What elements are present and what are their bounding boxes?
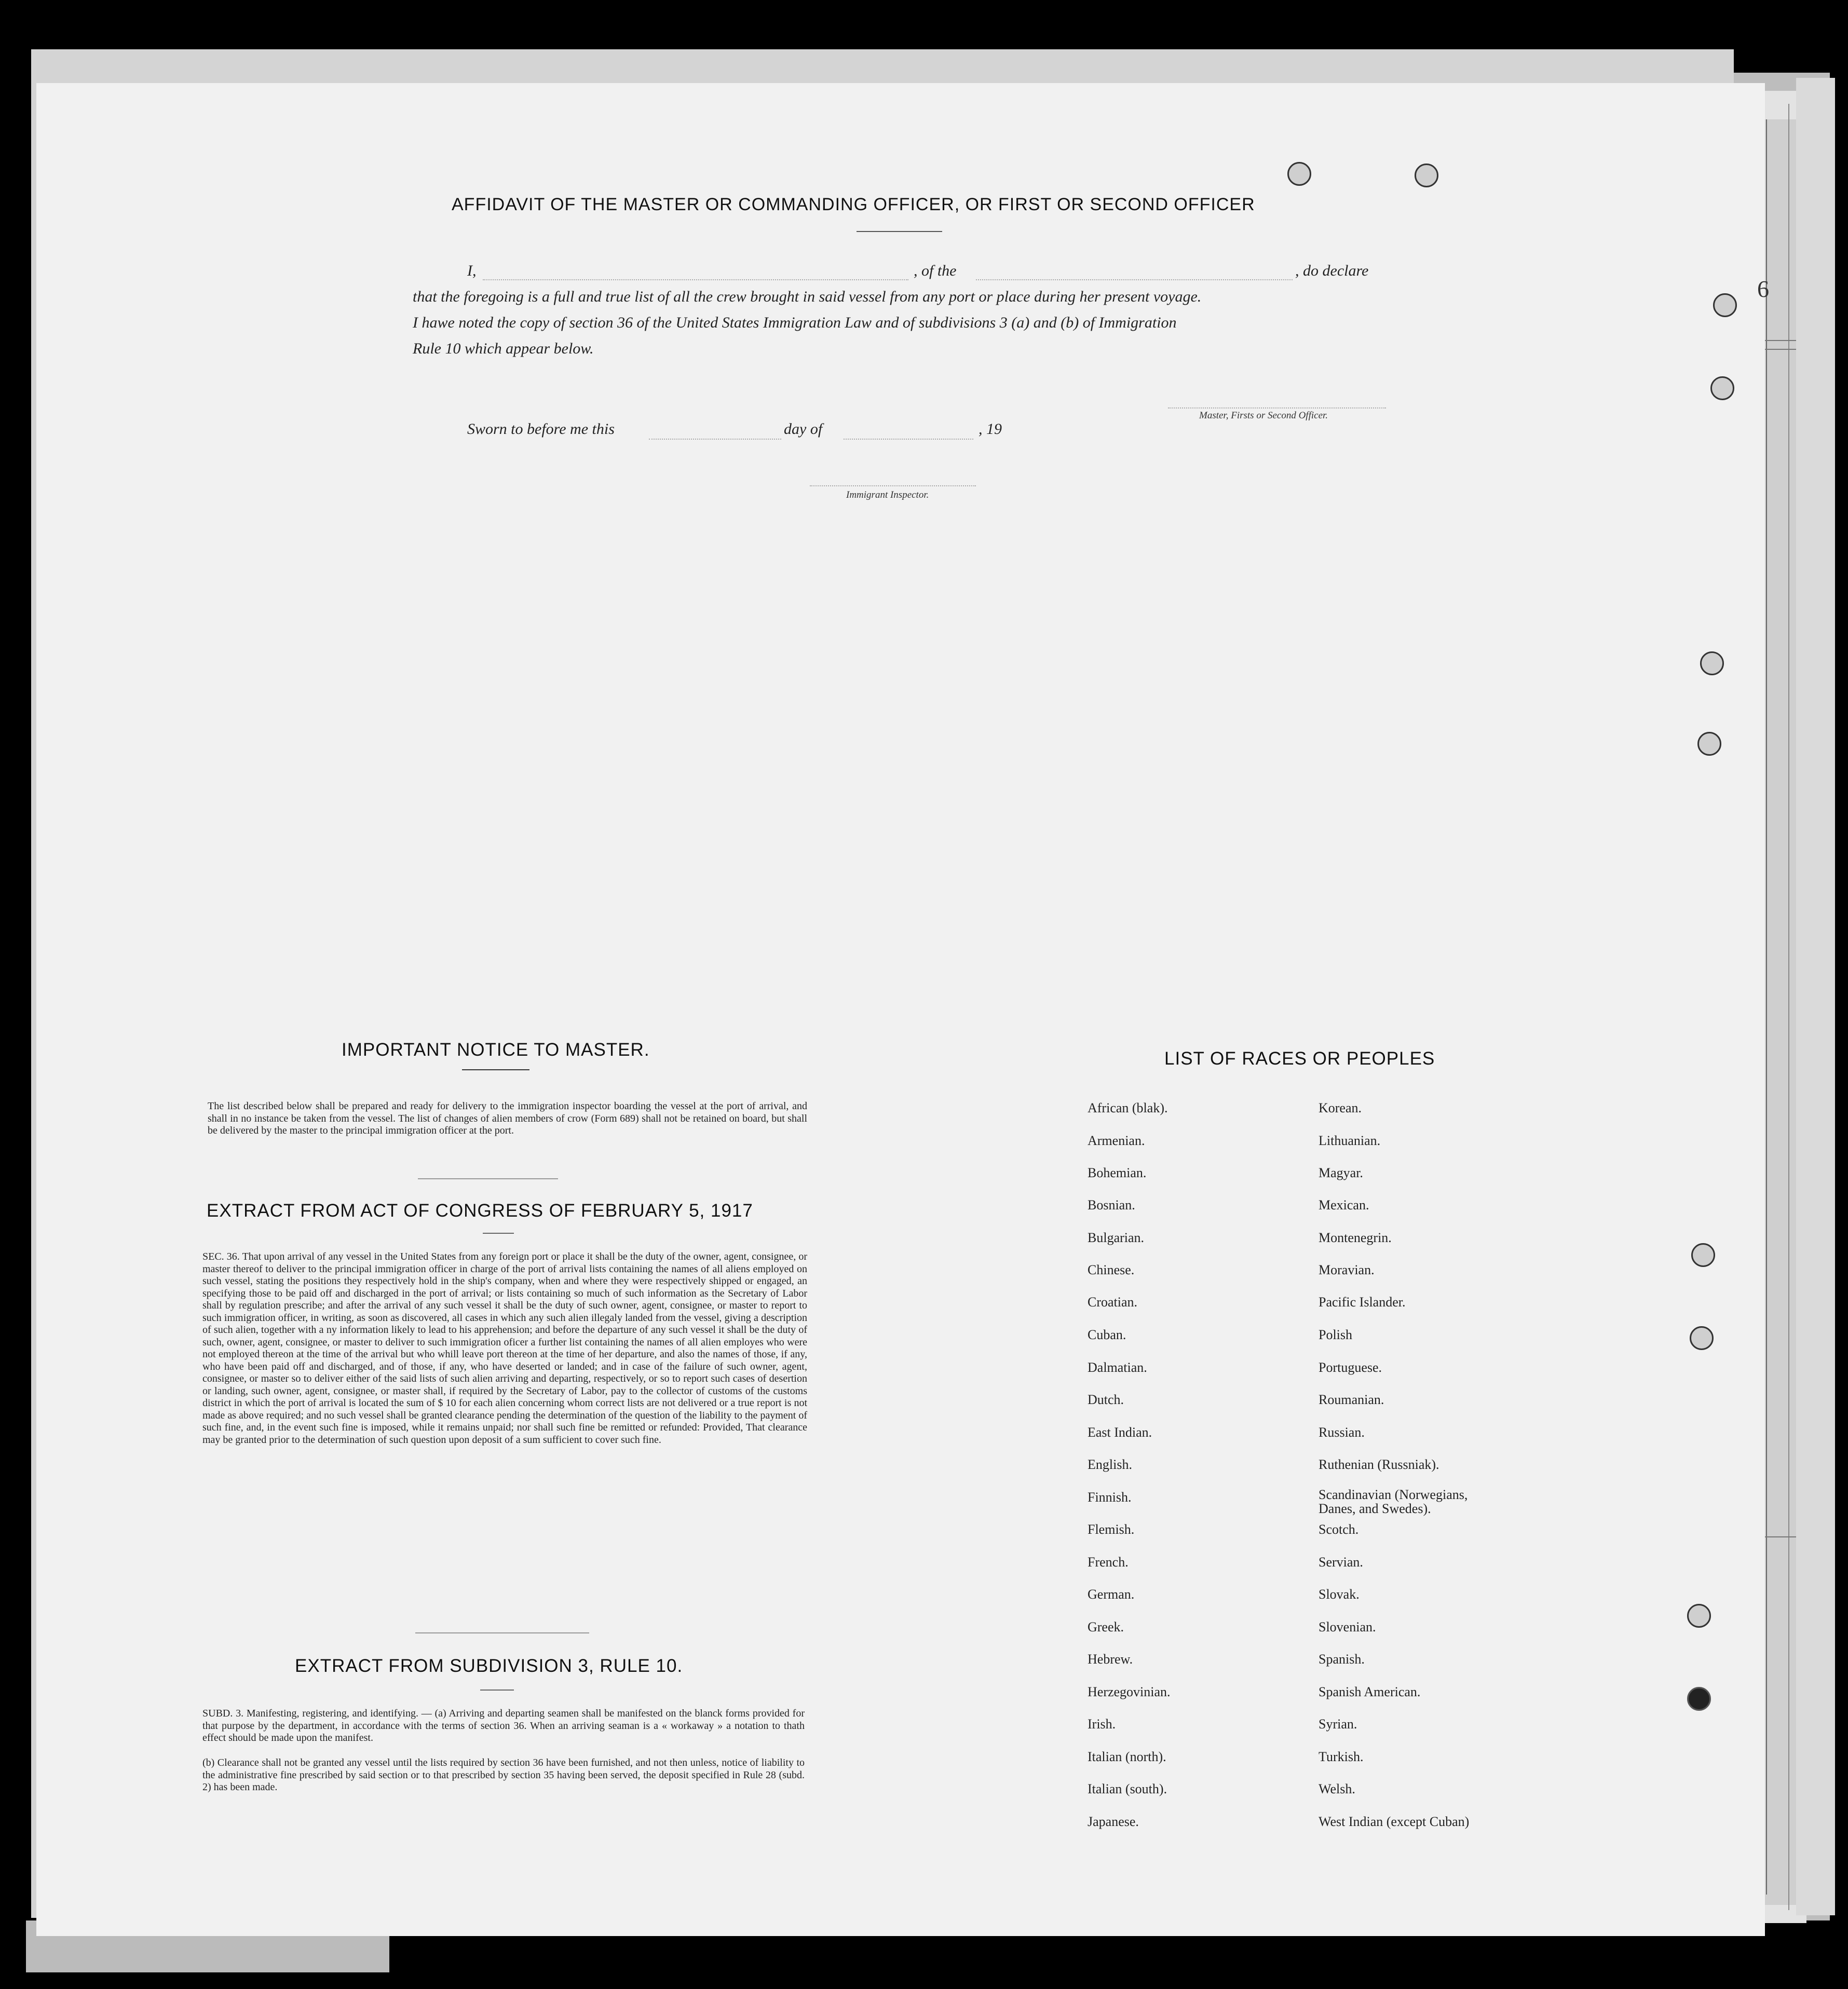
race-item: Polish	[1319, 1327, 1353, 1342]
race-item: Lithuanian.	[1319, 1133, 1381, 1148]
race-item: East Indian.	[1088, 1425, 1152, 1440]
edge-rule	[1765, 349, 1796, 350]
notice-title: IMPORTANT NOTICE TO MASTER.	[342, 1040, 650, 1060]
race-item: German.	[1088, 1587, 1135, 1602]
notice-text: The list described below shall be prepared and ready for delivery to the immigration inspector boarding the vessel at the port of arrival, and shall in no instance be taken from the vessel. The list of changes of alien members of crow (Form 689) shall not be retained on board, but shall be delivered by the master to the principal immigration officer at the port.	[208, 1100, 807, 1136]
affidavit-i: I,	[467, 262, 477, 279]
race-item: Danes, and Swedes).	[1319, 1501, 1431, 1516]
affidavit-line-2: that the foregoing is a full and true list of all the crew brought in said vessel from any port or place during her present voyage.	[413, 288, 1202, 305]
punch-hole	[1713, 293, 1737, 317]
rule-title: EXTRACT FROM SUBDIVISION 3, RULE 10.	[295, 1656, 683, 1676]
divider	[462, 1069, 529, 1070]
race-item: Herzegovinian.	[1088, 1684, 1171, 1699]
race-item: Montenegrin.	[1319, 1230, 1392, 1245]
divider	[480, 1690, 514, 1691]
page-edge-line	[1788, 104, 1789, 1910]
page-edge	[1765, 119, 1796, 1905]
divider	[483, 1233, 514, 1234]
race-item: Japanese.	[1088, 1814, 1139, 1829]
race-item: Hebrew.	[1088, 1652, 1133, 1667]
punch-hole	[1287, 162, 1311, 186]
race-item: Italian (south).	[1088, 1781, 1167, 1796]
race-item: Irish.	[1088, 1716, 1116, 1732]
punch-hole	[1687, 1687, 1711, 1711]
name-field[interactable]	[483, 279, 908, 280]
race-item: French.	[1088, 1555, 1129, 1570]
edge-rule	[1765, 340, 1796, 341]
punch-hole	[1710, 376, 1734, 400]
race-item: Italian (north).	[1088, 1749, 1166, 1764]
race-item: Bohemian.	[1088, 1165, 1147, 1180]
race-item: Mexican.	[1319, 1197, 1369, 1213]
race-item: Bosnian.	[1088, 1197, 1135, 1213]
race-item: Pacific Islander.	[1319, 1295, 1406, 1310]
act-title: EXTRACT FROM ACT OF CONGRESS OF FEBRUARY 5, 1917	[207, 1201, 753, 1221]
rule-text-b: (b) Clearance shall not be granted any vessel until the lists required by section 36 have been furnished, and not then unless, notice of liability to the administrative fine prescribed by said section or to that prescribed by section 35 having been served, the deposit specified in Rule 28 (subd. 2) has been made.	[202, 1757, 805, 1793]
affidavit-line-3: I hawe noted the copy of section 36 of the United States Immigration Law and of subdivisions 3 (a) and (b) of Immigration	[413, 314, 1177, 331]
affidavit-title: AFFIDAVIT OF THE MASTER OR COMMANDING OFFICER, OR FIRST OR SECOND OFFICER	[452, 195, 1255, 214]
race-item: Slovenian.	[1319, 1619, 1376, 1634]
punch-hole	[1697, 732, 1721, 756]
race-item: Finnish.	[1088, 1490, 1132, 1505]
race-item: Flemish.	[1088, 1522, 1135, 1537]
sworn-year: , 19	[979, 420, 1002, 438]
race-item: Cuban.	[1088, 1327, 1126, 1342]
race-item: Welsh.	[1319, 1781, 1355, 1796]
affidavit-declare: , do declare	[1295, 262, 1369, 279]
race-item: Roumanian.	[1319, 1392, 1384, 1407]
race-item: West Indian (except Cuban)	[1319, 1814, 1470, 1829]
race-item: Spanish American.	[1319, 1684, 1421, 1699]
race-item: Slovak.	[1319, 1587, 1360, 1602]
punch-hole	[1415, 164, 1438, 187]
race-item: Greek.	[1088, 1619, 1124, 1634]
master-label: Master, Firsts or Second Officer.	[1199, 410, 1328, 421]
sworn-text: Sworn to before me this	[467, 420, 615, 438]
race-item: Ruthenian (Russniak).	[1319, 1457, 1439, 1472]
race-item: Korean.	[1319, 1100, 1362, 1115]
punch-hole	[1700, 651, 1724, 675]
divider	[857, 231, 942, 232]
race-item: Bulgarian.	[1088, 1230, 1145, 1245]
race-item: Chinese.	[1088, 1262, 1135, 1277]
edge-rule	[1765, 1536, 1796, 1537]
edge-mark: 6	[1757, 276, 1769, 302]
race-item: Russian.	[1319, 1425, 1365, 1440]
sworn-month-field[interactable]	[844, 439, 973, 440]
race-item: Magyar.	[1319, 1165, 1363, 1180]
race-item: Scandinavian (Norwegians,	[1319, 1487, 1468, 1502]
affidavit-line-4: Rule 10 which appear below.	[413, 340, 594, 357]
race-item: Croatian.	[1088, 1295, 1138, 1310]
sworn-day-field[interactable]	[649, 439, 781, 440]
divider	[418, 1178, 558, 1179]
punch-hole	[1690, 1326, 1714, 1350]
vessel-field[interactable]	[976, 279, 1293, 280]
sworn-day-of: day of	[784, 420, 823, 438]
race-item: Portuguese.	[1319, 1360, 1382, 1375]
race-item: Servian.	[1319, 1555, 1363, 1570]
page-edge	[1796, 78, 1835, 1915]
act-text: SEC. 36. That upon arrival of any vessel in the United States from any foreign port or place it shall be the duty of the owner, agent, consignee, or master thereof to deliver to the principal immigration officer in charge of the port of arrival lists containing the names of all aliens employed on such vessel, stating the positions they respectively hold in the ship's company, when and where they were respectively shipped or engaged, an specifying those to be paid off and discharged in the port of arrival; or lists containing so much of such information as the Secretary of Labor shall by regulation prescribe; and after the arrival of any such vessel it shall be the duty of such owner, agent, consignee, or master to report to such immigration officer, in writing, as soon as discovered, all cases in which any such alien illegaly landed from the vessel, giving a description of such alien, together with a ny information likely to lead to his apprehension; and before the departure of any such vessel it shall be the duty of such, owner, agent, consignee, or master to deliver to such immigration oficer a further list containing the names of all alien employes who were not employed thereon at the time of the arrival but who whill leave port thereon at the time of her departure, and also the names of those, if any, who have been paid off and discharged, and of those, if any, who have deserted or landed; and in case of the failure of such owner, agent, consignee, or master so to deliver either of the said lists of such alien arriving and departing, respectively, or so to report such cases of desertion or landing, such owner, agent, consignee, or master shall, if required by the Secretary of Labor, pay to the collector of customs of the customs district in which the port of arrival is located the sum of $ 10 for each alien concerning whom correct lists are not delivered or a true report is not made as above required; and no such vessel shall be granted clearance pending the determination of the question of the liability to the payment of such fine, and, in the event such fine is imposed, while it remains unpaid; nor shall such fine be remitted or refunded: Provided, That clearance may be granted prior to the determination of such question upon deposit of a sum sufficient to cover such fine.	[202, 1251, 807, 1446]
race-item: Spanish.	[1319, 1652, 1365, 1667]
race-item: Dutch.	[1088, 1392, 1124, 1407]
inspector-label: Immigrant Inspector.	[846, 489, 929, 500]
divider	[415, 1632, 589, 1633]
master-signature-field[interactable]	[1168, 407, 1386, 408]
race-item: Scotch.	[1319, 1522, 1359, 1537]
rule-text-a: SUBD. 3. Manifesting, registering, and identifying. — (a) Arriving and departing seamen shall be manifested on the blanck forms provided for that purpose by the department, in accordance with the terms of section 36. When an arriving seaman is a « workaway » a notation to thath effect should be made upon the manifest.	[202, 1708, 805, 1743]
race-item: Moravian.	[1319, 1262, 1375, 1277]
races-title: LIST OF RACES OR PEOPLES	[1164, 1048, 1435, 1069]
affidavit-of-the: , of the	[914, 262, 957, 279]
race-item: Armenian.	[1088, 1133, 1145, 1148]
punch-hole	[1687, 1604, 1711, 1628]
race-item: Turkish.	[1319, 1749, 1364, 1764]
race-item: African (blak).	[1088, 1100, 1168, 1115]
race-item: English.	[1088, 1457, 1132, 1472]
punch-hole	[1691, 1243, 1715, 1267]
inspector-signature-field[interactable]	[810, 485, 976, 486]
page-edge-line	[1766, 119, 1767, 1895]
race-item: Dalmatian.	[1088, 1360, 1147, 1375]
race-item: Syrian.	[1319, 1716, 1357, 1732]
